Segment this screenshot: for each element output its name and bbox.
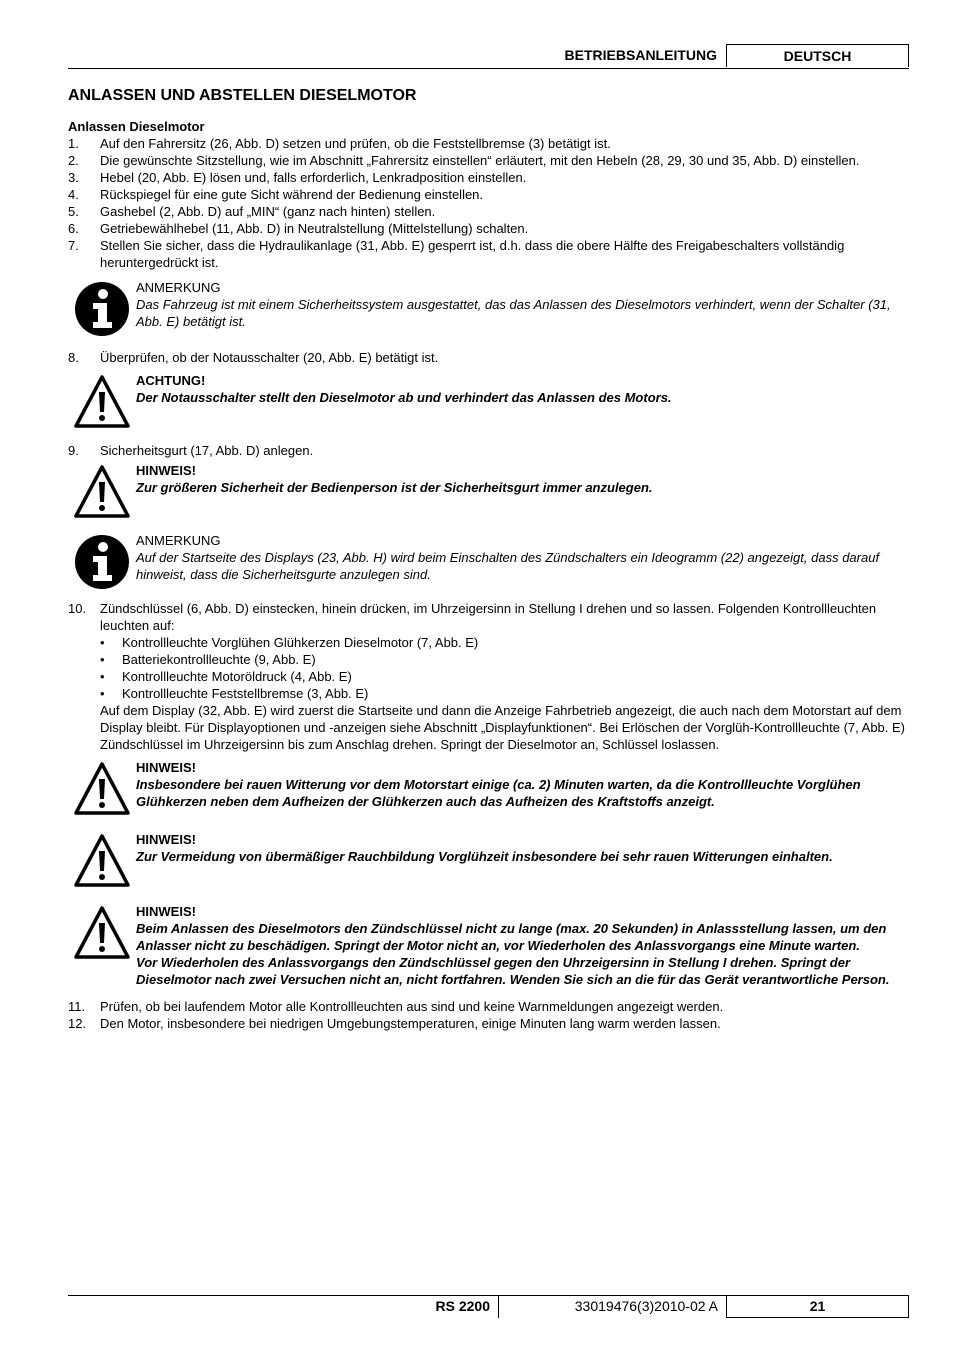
steps-list-b xyxy=(68,998,910,1032)
warning-box xyxy=(68,462,910,518)
page-number: 21 xyxy=(726,1296,909,1318)
note-title: ANMERKUNG xyxy=(136,533,221,548)
subsection-title: Anlassen Dieselmotor xyxy=(68,119,205,134)
warning-title: HINWEIS! xyxy=(136,904,196,919)
note-text: Auf der Startseite des Displays (23, Abb. H) wird beim Einschalten des Zündschalters ein Ideogramm (22) angezeigt, dass darauf hinweist, dass die Sicherheitsgurte anzulegen sind. xyxy=(136,550,880,582)
step-10 xyxy=(68,600,910,753)
bullet-item: • Kontrollleuchte Vorglühen Glühkerzen Dieselmotor (7, Abb. E) xyxy=(100,635,479,650)
note-box xyxy=(68,279,910,335)
section-title: ANLASSEN UND ABSTELLEN DIESELMOTOR xyxy=(68,87,417,104)
info-icon xyxy=(74,281,130,337)
steps-list-a xyxy=(68,135,910,271)
list-item: 10. Zündschlüssel (6, Abb. D) einstecken, hinein drücken, im Uhrzeigersinn in Stellung I drehen und so lassen. Folgenden Kontrollleuchten leuchten auf: xyxy=(68,601,877,633)
warning-text: Zur größeren Sicherheit der Bedienperson ist der Sicherheitsgurt immer anzulegen. xyxy=(136,480,653,495)
list-item: 5. Gashebel (2, Abb. D) auf „MIN“ (ganz nach hinten) stellen. xyxy=(68,204,436,219)
note-text: Das Fahrzeug ist mit einem Sicherheitssystem ausgestattet, das das Anlassen des Dieselmotors verhindert, wenn der Schalter (31, Abb. E) betätigt ist. xyxy=(136,297,891,329)
page-footer xyxy=(68,1295,909,1318)
list-item: 2. Die gewünschte Sitzstellung, wie im Abschnitt „Fahrersitz einstellen“ erläutert, mit den Hebeln (28, 29, 30 und 35, Abb. D) einstellen. xyxy=(68,153,860,168)
warning-icon xyxy=(74,374,130,430)
manual-title: BETRIEBSANLEITUNG xyxy=(564,47,717,63)
warning-icon xyxy=(74,761,130,817)
note-title: ANMERKUNG xyxy=(136,280,221,295)
warning-title: HINWEIS! xyxy=(136,832,196,847)
list-item: 7. Stellen Sie sicher, dass die Hydraulikanlage (31, Abb. E) gesperrt ist, d.h. dass die obere Hälfte des Freigabeschalters vollständig heruntergedrückt ist. xyxy=(68,238,845,270)
list-item: 11. Prüfen, ob bei laufendem Motor alle Kontrollleuchten aus sind und keine Warnmeldungen angezeigt werden. xyxy=(68,999,724,1014)
warning-icon xyxy=(74,464,130,520)
page-content xyxy=(68,86,910,1032)
paragraph: Auf dem Display (32, Abb. E) wird zuerst die Startseite und dann die Anzeige Fahrbetrieb angezeigt, die auch nach dem Motorstart auf dem Display bleibt. Für Displayoptionen und -anzeigen siehe Abschnitt „Displayfunktionen“. Bei Erlöschen der Vorglüh-Kontrollleuchte (7, Abb. E) Zündschlüssel im Uhrzeigersinn bis zum Anschlag drehen. Springt der Dieselmotor an, Schlüssel loslassen. xyxy=(100,703,906,752)
warning-title: HINWEIS! xyxy=(136,463,196,478)
warning-title: HINWEIS! xyxy=(136,760,196,775)
footer-divider xyxy=(498,1296,499,1318)
warning-box xyxy=(68,903,910,988)
language-label: DEUTSCH xyxy=(726,44,909,67)
bullet-item: • Batteriekontrollleuchte (9, Abb. E) xyxy=(100,652,316,667)
warning-text: Vor Wiederholen des Anlassvorgangs den Zündschlüssel gegen den Uhrzeigersinn in Stellung I drehen. Springt der Dieselmotor nach zwei Versuchen nicht an, nicht fortfahren. Wenden Sie sich an die für das Gerät verantwortliche Person. xyxy=(136,955,890,987)
warning-box xyxy=(68,759,910,815)
warning-title: ACHTUNG! xyxy=(136,373,206,388)
list-item: 6. Getriebewählhebel (11, Abb. D) in Neutralstellung (Mittelstellung) schalten. xyxy=(68,221,529,236)
bullet-item: • Kontrollleuchte Feststellbremse (3, Abb. E) xyxy=(100,686,369,701)
list-item: 3. Hebel (20, Abb. E) lösen und, falls erforderlich, Lenkradposition einstellen. xyxy=(68,170,527,185)
list-item: 9. Sicherheitsgurt (17, Abb. D) anlegen. xyxy=(68,443,314,458)
warning-icon xyxy=(74,833,130,889)
list-item: 12. Den Motor, insbesondere bei niedrigen Umgebungstemperaturen, einige Minuten lang warm werden lassen. xyxy=(68,1016,721,1031)
warning-text: Zur Vermeidung von übermäßiger Rauchbildung Vorglühzeit insbesondere bei sehr rauen Witterungen einhalten. xyxy=(136,849,833,864)
warning-text: Beim Anlassen des Dieselmotors den Zündschlüssel nicht zu lange (max. 20 Sekunden) in Anlassstellung lassen, um den Anlasser nicht zu beschädigen. Springt der Motor nicht an, vor Wiederholen des Anlassvorgangs eine Minute warten. xyxy=(136,921,887,953)
warning-text: Insbesondere bei rauen Witterung vor dem Motorstart einige (ca. 2) Minuten warten, da die Kontrollleuchte Vorglühen Glühkerzen neben dem Aufheizen der Glühkerzen auch das Aufheizen des Kraftstoffs anzeigt. xyxy=(136,777,861,809)
note-box xyxy=(68,532,910,588)
list-item: 1. Auf den Fahrersitz (26, Abb. D) setzen und prüfen, ob die Feststellbremse (3) betätigt ist. xyxy=(68,136,611,151)
warning-box xyxy=(68,831,910,887)
bullet-item: • Kontrollleuchte Motoröldruck (4, Abb. E) xyxy=(100,669,352,684)
info-icon xyxy=(74,534,130,590)
model-label: RS 2200 xyxy=(435,1298,490,1314)
warning-icon xyxy=(74,905,130,961)
warning-box xyxy=(68,372,910,428)
page-header xyxy=(68,44,909,69)
list-item: 4. Rückspiegel für eine gute Sicht während der Bedienung einstellen. xyxy=(68,187,484,202)
document-code: 33019476(3)2010-02 A xyxy=(574,1298,718,1314)
warning-text: Der Notausschalter stellt den Dieselmotor ab und verhindert das Anlassen des Motors. xyxy=(136,390,672,405)
list-item: 8. Überprüfen, ob der Notausschalter (20, Abb. E) betätigt ist. xyxy=(68,350,439,365)
